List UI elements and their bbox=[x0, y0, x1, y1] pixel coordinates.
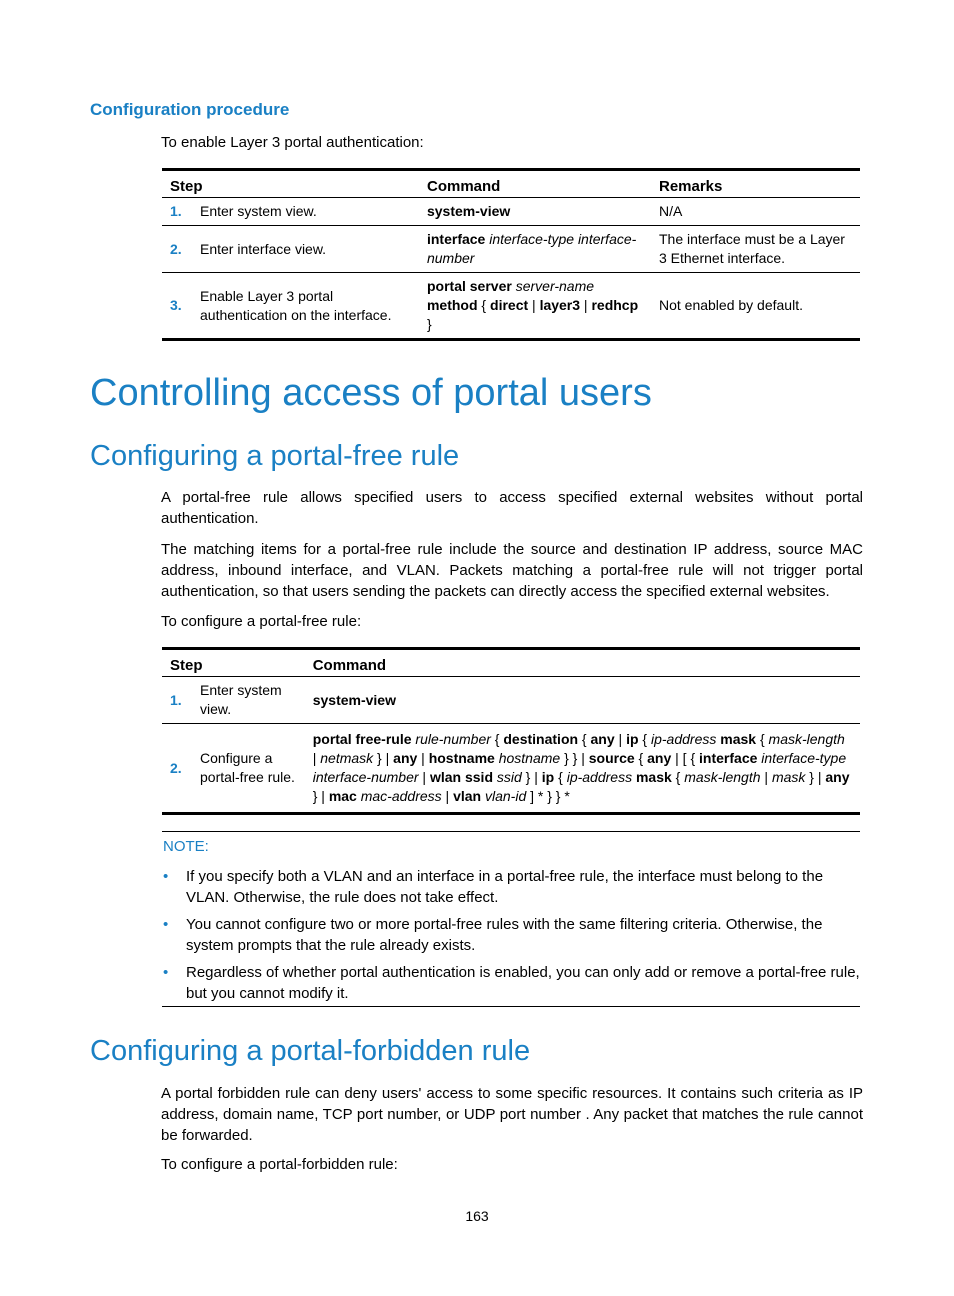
section-heading-portal-forbidden-rule: Configuring a portal-forbidden rule bbox=[90, 1035, 531, 1067]
table1-header-command: Command bbox=[419, 170, 651, 198]
paragraph: A portal-free rule allows specified users to access specified external websites without portal authentication. bbox=[161, 489, 863, 527]
table1-intro: To enable Layer 3 portal authentication: bbox=[161, 134, 424, 151]
list-item: • Regardless of whether portal authentication is enabled, you can only add or remove a portal-free rule, but you cannot modify it. bbox=[162, 962, 860, 1004]
section-heading-configuration-procedure: Configuration procedure bbox=[90, 100, 290, 119]
command-text: interface interface-type interface-number bbox=[419, 226, 651, 273]
list-item: • If you specify both a VLAN and an interface in a portal-free rule, the interface must belong to the VLAN. Otherwise, the rule does not take effect. bbox=[162, 866, 860, 908]
table-enable-layer3-portal bbox=[162, 168, 860, 341]
table-row bbox=[162, 226, 860, 273]
page-number: 163 bbox=[465, 1208, 489, 1224]
step-number: 1. bbox=[162, 677, 192, 724]
table-row bbox=[162, 724, 860, 814]
step-text: Enter interface view. bbox=[192, 226, 419, 273]
step-text: Enter system view. bbox=[192, 677, 305, 724]
table1-header-remarks: Remarks bbox=[651, 170, 860, 198]
command-text: portal free-rule rule-number { destination { any | ip { ip-address mask { mask-length | netmask } | any | hostname hostname } } | source { any | [ { interface interface-type interface-number | wlan ssid ssid } | ip { ip-address mask { mask-length | mask } | any } | mac mac-address | vlan vlan-id ] * } } * bbox=[305, 724, 860, 814]
list-item: • You cannot configure two or more portal-free rules with the same filtering criteria. Otherwise, the system prompts that the rule already exists. bbox=[162, 914, 860, 956]
paragraph: A portal forbidden rule can deny users' access to some specific resources. It contains such criteria as IP address, domain name, TCP port number, or UDP port number . Any packet that matches the rule cannot be forwarded. bbox=[161, 1085, 863, 1144]
remarks-text: The interface must be a Layer 3 Ethernet interface. bbox=[651, 226, 860, 273]
step-text: Enter system view. bbox=[192, 198, 419, 226]
command-text: system-view bbox=[419, 198, 651, 226]
table-row bbox=[162, 198, 860, 226]
remarks-text: N/A bbox=[651, 198, 860, 226]
step-number: 2. bbox=[162, 724, 192, 814]
table2-header-step: Step bbox=[162, 649, 305, 677]
note-label: NOTE: bbox=[163, 838, 209, 855]
table2-intro: To configure a portal-free rule: bbox=[161, 613, 362, 630]
table-row bbox=[162, 273, 860, 340]
step-number: 3. bbox=[162, 273, 192, 340]
remarks-text: Not enabled by default. bbox=[651, 273, 860, 340]
chapter-title: Controlling access of portal users bbox=[90, 372, 652, 414]
step-text: Enable Layer 3 portal authentication on the interface. bbox=[192, 273, 419, 340]
table2-header-command: Command bbox=[305, 649, 860, 677]
step-number: 2. bbox=[162, 226, 192, 273]
paragraph: The matching items for a portal-free rule include the source and destination IP address, source MAC address, inbound interface, and VLAN. Packets matching a portal-free rule will not trigger portal authentication, so that users sending the packets can directly access the specified external websites. bbox=[161, 541, 863, 600]
step-text: Configure a portal-free rule. bbox=[192, 724, 305, 814]
command-text: system-view bbox=[305, 677, 860, 724]
table-portal-free-rule bbox=[162, 647, 860, 815]
note-list bbox=[162, 866, 860, 1010]
table1-header-step: Step bbox=[162, 170, 419, 198]
table3-intro: To configure a portal-forbidden rule: bbox=[161, 1156, 398, 1173]
table-row bbox=[162, 677, 860, 724]
section-heading-portal-free-rule: Configuring a portal-free rule bbox=[90, 440, 460, 472]
step-number: 1. bbox=[162, 198, 192, 226]
command-text: portal server server-name method { direct | layer3 | redhcp } bbox=[419, 273, 651, 340]
